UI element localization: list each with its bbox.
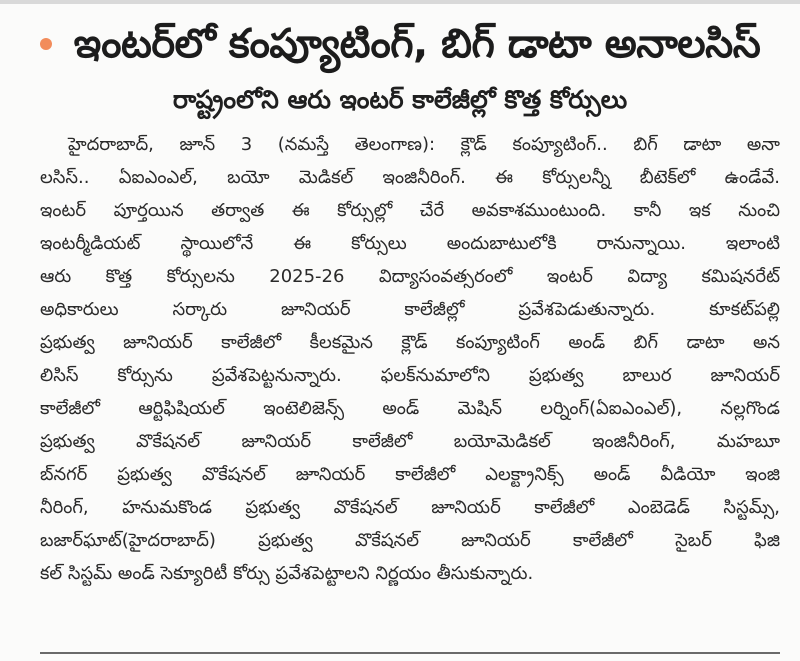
body-line: బ్‌నగర్ ప్రభుత్వ వొకేషనల్ జూనియర్ కాలేజీలో ఎలక్ట్రానిక్స్ అండ్ వీడియో ఇంజి	[40, 464, 780, 485]
body-line: ఆరు కొత్త కోర్సులను 2025-26 విద్యాసంవత్సరంలో ఇంటర్ విద్యా కమిషనరేట్	[40, 266, 780, 287]
body-line: ఇంటర్ పూర్తయిన తర్వాత ఈ కోర్సుల్లో చేరే అవకాశముంటుంది. కానీ ఇక నుంచి	[40, 200, 780, 221]
body-line: బజార్‌ఘాట్(హైదరాబాద్) ప్రభుత్వ వొకేషనల్ జూనియర్ కాలేజీలో సైబర్ ఫిజి	[40, 530, 780, 551]
body-line: ప్రభుత్వ వొకేషనల్ జూనియర్ కాలేజీలో బయోమెడికల్ ఇంజినీరింగ్, మహబూ	[40, 431, 780, 452]
article-subheadline: రాష్ట్రంలోని ఆరు ఇంటర్ కాలేజీల్లో కొత్త కోర్సులు	[172, 85, 628, 114]
body-line: కాలేజీలో ఆర్టిఫిషియల్ ఇంటెలిజెన్స్ అండ్ మెషిన్ లర్నింగ్(ఏఐఎంఎల్), నల్లగొండ	[40, 398, 780, 419]
article-headline: ఇంటర్‌లో కంప్యూటింగ్, బిగ్ డాటా అనాలసిస్	[73, 21, 761, 67]
top-divider	[0, 0, 800, 4]
body-line: ఇంటర్మీడియట్ స్థాయిలోనే ఈ కోర్సులు అందుబాటులోకి రానున్నాయి. ఇలాంటి	[40, 233, 780, 254]
headline-row	[0, 12, 800, 76]
body-line: నీరింగ్, హనుమకొండ ప్రభుత్వ వొకేషనల్ జూనియర్ కాలేజీలో ఎంబెడెడ్ సిస్టమ్స్,	[40, 497, 780, 518]
body-line: హైదరాబాద్, జూన్ 3 (నమస్తే తెలంగాణ): క్లౌడ్ కంప్యూటింగ్.. బిగ్ డాటా అనా	[68, 134, 780, 155]
body-line: లిసిస్ కోర్సును ప్రవేశపెట్టనున్నారు. ఫలక్‌నుమాలోని ప్రభుత్వ బాలుర జూనియర్	[40, 365, 780, 386]
body-line: అధికారులు సర్కారు జూనియర్ కాలేజీల్లో ప్రవేశపెడుతున్నారు. కూకట్‌పల్లి	[40, 299, 780, 320]
bullet-dot-icon	[40, 38, 52, 50]
body-line: లసిస్.. ఏఐఎంఎల్, బయో మెడికల్ ఇంజినీరింగ్. ఈ కోర్సులన్నీ బీటెక్‌లో ఉండేవే.	[40, 167, 780, 188]
article-body	[40, 128, 780, 590]
body-line: కల్ సిస్టమ్ అండ్ సెక్యూరిటీ కోర్సు ప్రవేశపెట్టాలని నిర్ణయం తీసుకున్నారు.	[40, 563, 534, 584]
body-line: ప్రభుత్వ జూనియర్ కాలేజీలో కీలకమైన క్లౌడ్ కంప్యూటింగ్ అండ్ బిగ్ డాటా అన	[40, 332, 780, 353]
bottom-divider	[40, 652, 780, 654]
